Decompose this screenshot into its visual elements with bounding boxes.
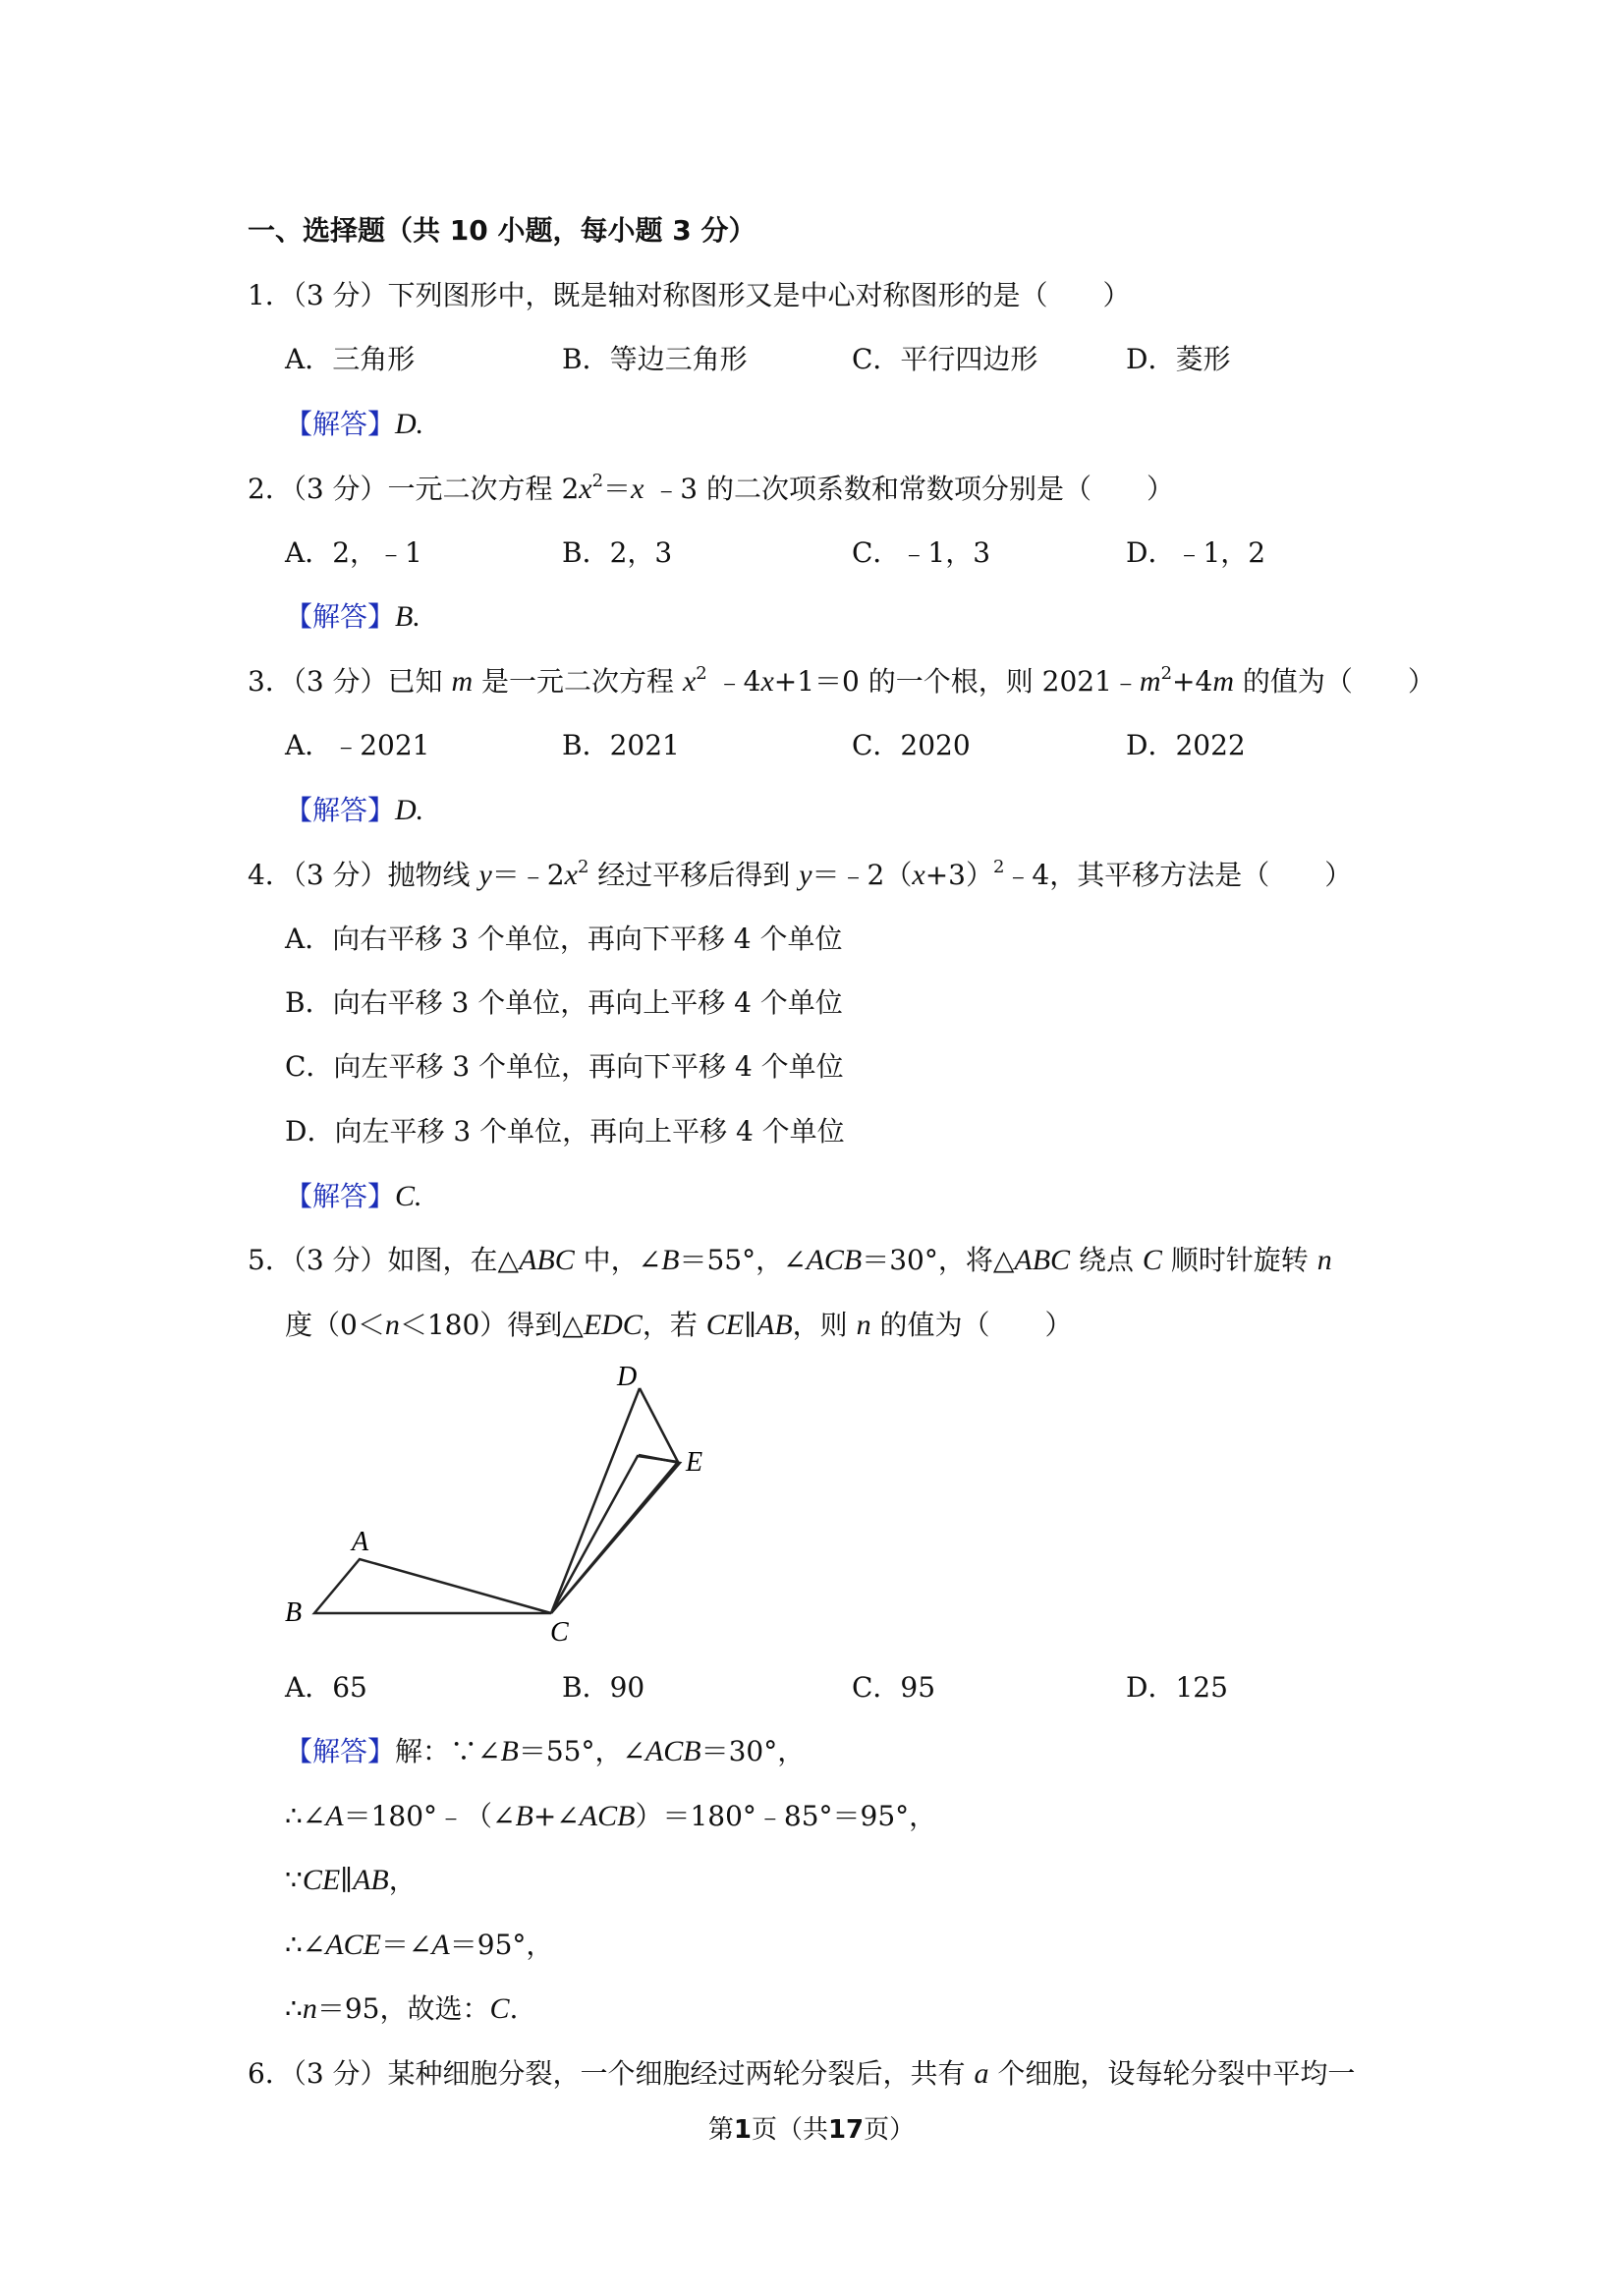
q5-sol-text: ∥ bbox=[340, 1864, 354, 1896]
q5-sol-text: ∴∠ bbox=[285, 1929, 326, 1961]
label-b: B bbox=[285, 1597, 303, 1628]
q3-score: （3 分） bbox=[292, 665, 388, 698]
segment-ec-edge bbox=[551, 1462, 678, 1613]
q5-solution-line4 bbox=[285, 1926, 553, 1965]
q3-option-a: A．﹣2021 bbox=[285, 729, 430, 761]
q5-stem-part: 顺时针旋转 bbox=[1161, 1244, 1317, 1276]
q5-solution-line1 bbox=[285, 1732, 805, 1771]
q5-triangle-edc: EDC bbox=[583, 1309, 643, 1341]
q5-stem-part: 中，∠ bbox=[574, 1244, 662, 1276]
q3-number: 3． bbox=[248, 665, 293, 698]
q5-sol-text: ， bbox=[388, 1864, 417, 1896]
segment-de-edge bbox=[640, 1388, 678, 1462]
footer-text: 第 bbox=[707, 2115, 734, 2145]
q5-sol-var: n bbox=[302, 1992, 317, 2025]
q3-var-m-2: m bbox=[1139, 665, 1161, 698]
question-5-line2 bbox=[285, 1306, 1072, 1345]
q2-option-c: C．﹣1，3 bbox=[852, 536, 991, 569]
label-e: E bbox=[686, 1447, 703, 1478]
q4-stem-part: +3） bbox=[924, 859, 993, 891]
q4-option-c: C．向左平移 3 个单位，再向下平移 4 个单位 bbox=[285, 1050, 844, 1083]
q5-sol-var: ACB bbox=[644, 1735, 701, 1767]
q5-number: 5． bbox=[248, 1244, 293, 1276]
label-c: C bbox=[550, 1617, 569, 1648]
q5-option-c: C．95 bbox=[852, 1671, 936, 1704]
q3-stem-end: 的值为（ ） bbox=[1234, 665, 1435, 698]
q4-stem-part: ＝﹣2 bbox=[491, 859, 565, 891]
q2-var-x: x bbox=[579, 473, 592, 505]
q5-sol-var: AB bbox=[353, 1864, 389, 1896]
q3-stem-part: +1＝0 的一个根，则 2021﹣ bbox=[773, 665, 1140, 698]
label-d: D bbox=[617, 1362, 638, 1392]
q2-stem-end: ﹣3 的二次项系数和常数项分别是（ ） bbox=[644, 473, 1175, 505]
q2-equals: ＝ bbox=[603, 473, 632, 505]
q5-sol-var: ACE bbox=[325, 1929, 381, 1961]
q2-option-b: B．2，3 bbox=[562, 536, 673, 569]
q3-stem-part: 已知 bbox=[387, 665, 452, 698]
q5-segment-ab: AB bbox=[756, 1309, 793, 1341]
q4-score: （3 分） bbox=[292, 859, 388, 891]
q5-sol-text: ＝95°， bbox=[449, 1929, 554, 1961]
question-2 bbox=[248, 470, 1174, 509]
q5-stem-part: ，则 bbox=[792, 1309, 857, 1341]
q5-sol-var: C bbox=[489, 1992, 510, 2025]
q4-var-x: x bbox=[564, 859, 578, 891]
q5-sol-text: . bbox=[509, 1992, 519, 2025]
q2-option-d: D．﹣1，2 bbox=[1126, 536, 1266, 569]
q5-var-n-2: n bbox=[384, 1309, 400, 1341]
q3-stem-part: +4 bbox=[1172, 665, 1213, 698]
q5-sol-text: 解：∵∠ bbox=[395, 1735, 501, 1767]
q5-option-a: A．65 bbox=[285, 1671, 367, 1704]
q3-var-x-2: x bbox=[760, 665, 774, 698]
q5-var-c: C bbox=[1142, 1244, 1162, 1276]
q4-exponent-2: 2 bbox=[992, 856, 1005, 877]
q2-score: （3 分） bbox=[292, 473, 388, 505]
q3-exponent: 2 bbox=[696, 662, 707, 684]
segment-cd-edge bbox=[551, 1388, 640, 1613]
q5-angle-acb: ACB bbox=[806, 1244, 863, 1276]
q1-number: 1． bbox=[248, 279, 293, 311]
q5-geometry-figure bbox=[265, 1356, 737, 1651]
q5-sol-text: ）＝180°﹣85°＝95°， bbox=[635, 1800, 937, 1832]
q2-var-x-2: x bbox=[631, 473, 644, 505]
footer-text: 页（共 bbox=[751, 2115, 828, 2145]
q2-option-a: A．2，﹣1 bbox=[285, 536, 422, 569]
q4-stem-part: 抛物线 bbox=[387, 859, 479, 891]
q5-solution-line3 bbox=[285, 1861, 417, 1900]
q5-sol-text: ∴∠ bbox=[285, 1800, 326, 1832]
page-footer bbox=[0, 2112, 1623, 2148]
question-6 bbox=[248, 2054, 1355, 2094]
q5-sol-var: A bbox=[431, 1929, 450, 1961]
q4-number: 4． bbox=[248, 859, 293, 891]
q3-answer-value: D. bbox=[395, 794, 424, 826]
q4-answer bbox=[285, 1177, 422, 1216]
question-5 bbox=[248, 1241, 1332, 1280]
q4-exponent: 2 bbox=[577, 856, 589, 877]
q5-segment-ce: CE bbox=[705, 1309, 745, 1341]
q4-stem-part: 经过平移后得到 bbox=[588, 859, 800, 891]
q5-sol-text: ＝30°， bbox=[700, 1735, 806, 1767]
q5-var-n: n bbox=[1316, 1244, 1332, 1276]
q4-var-x-2: x bbox=[912, 859, 925, 891]
q6-stem-part: 某种细胞分裂，一个细胞经过两轮分裂后，共有 bbox=[387, 2057, 975, 2090]
q3-exponent-2: 2 bbox=[1160, 662, 1173, 684]
q4-answer-label: 【解答】 bbox=[285, 1180, 396, 1212]
page-number: 1 bbox=[733, 2115, 752, 2145]
total-pages: 17 bbox=[827, 2115, 865, 2145]
q1-option-d: D．菱形 bbox=[1126, 343, 1231, 375]
q1-option-a: A．三角形 bbox=[285, 343, 416, 375]
section-title: 一、选择题（共 10 小题，每小题 3 分） bbox=[248, 214, 756, 247]
q4-stem-end: ﹣4，其平移方法是（ ） bbox=[1004, 859, 1353, 891]
q5-stem-part: ，若 bbox=[642, 1309, 706, 1341]
footer-text: 页） bbox=[864, 2115, 916, 2145]
q5-triangle-abc-2: ABC bbox=[1014, 1244, 1071, 1276]
q1-score: （3 分） bbox=[292, 279, 388, 311]
q3-option-b: B．2021 bbox=[562, 729, 680, 761]
q5-var-n-3: n bbox=[856, 1309, 871, 1341]
q5-sol-var: B bbox=[500, 1735, 519, 1767]
q4-option-b: B．向右平移 3 个单位，再向上平移 4 个单位 bbox=[285, 986, 843, 1019]
q2-stem-part: 一元二次方程 2 bbox=[387, 473, 580, 505]
q5-var-b: B bbox=[661, 1244, 680, 1276]
q5-stem-part: 绕点 bbox=[1070, 1244, 1143, 1276]
q6-stem-end: 个细胞，设每轮分裂中平均一 bbox=[988, 2057, 1356, 2090]
q3-var-x: x bbox=[682, 665, 697, 698]
q4-stem-part: ＝﹣2（ bbox=[812, 859, 913, 891]
q3-var-m: m bbox=[451, 665, 474, 698]
q4-var-y: y bbox=[478, 859, 492, 891]
q2-exponent: 2 bbox=[591, 470, 604, 491]
q3-answer-label: 【解答】 bbox=[285, 794, 396, 826]
q5-sol-text: ＝180°﹣（∠ bbox=[343, 1800, 516, 1832]
q1-answer bbox=[285, 405, 423, 444]
q5-sol-var: ACB bbox=[579, 1800, 636, 1832]
q5-sol-text: ∵ bbox=[285, 1864, 303, 1896]
q4-option-a: A．向右平移 3 个单位，再向下平移 4 个单位 bbox=[285, 923, 843, 955]
triangle-abc bbox=[314, 1559, 551, 1613]
q5-answer-label: 【解答】 bbox=[285, 1735, 396, 1767]
q5-sol-text: +∠ bbox=[532, 1800, 580, 1832]
q5-stem-part: 度（0＜ bbox=[285, 1309, 385, 1341]
q1-answer-value: D. bbox=[395, 408, 424, 440]
q5-stem-part: ＝55°，∠ bbox=[679, 1244, 807, 1276]
q5-sol-text: ＝55°，∠ bbox=[518, 1735, 645, 1767]
q2-answer-value: B. bbox=[395, 600, 420, 633]
q4-answer-value: C. bbox=[395, 1180, 422, 1212]
q5-stem-part: ＝30°，将△ bbox=[862, 1244, 1015, 1276]
q5-sol-var: CE bbox=[302, 1864, 341, 1896]
q3-var-m-3: m bbox=[1212, 665, 1234, 698]
q3-stem-part: 是一元二次方程 bbox=[473, 665, 683, 698]
q5-stem-part: 如图，在△ bbox=[387, 1244, 520, 1276]
q3-option-c: C．2020 bbox=[852, 729, 971, 761]
q3-option-d: D．2022 bbox=[1126, 729, 1246, 761]
question-4 bbox=[248, 856, 1352, 895]
label-a: A bbox=[352, 1527, 369, 1557]
q5-stem-part: ＜180）得到△ bbox=[399, 1309, 584, 1341]
q3-stem-part: ﹣4 bbox=[706, 665, 761, 698]
question-1 bbox=[248, 276, 1131, 315]
question-3 bbox=[248, 662, 1435, 701]
q6-number: 6． bbox=[248, 2057, 293, 2090]
q1-stem: 下列图形中，既是轴对称图形又是中心对称图形的是（ ） bbox=[387, 279, 1131, 311]
q1-option-b: B．等边三角形 bbox=[562, 343, 748, 375]
q5-solution-line2 bbox=[285, 1797, 936, 1836]
q5-triangle-abc: ABC bbox=[519, 1244, 575, 1276]
q5-sol-var: A bbox=[325, 1800, 344, 1832]
q5-parallel: ∥ bbox=[744, 1309, 756, 1341]
q2-number: 2． bbox=[248, 473, 293, 505]
q4-option-d: D．向左平移 3 个单位，再向上平移 4 个单位 bbox=[285, 1115, 845, 1148]
q5-option-d: D．125 bbox=[1126, 1671, 1228, 1704]
q5-sol-text: ∴ bbox=[285, 1992, 303, 2025]
q5-sol-var: B bbox=[515, 1800, 533, 1832]
q5-sol-text: ＝95，故选： bbox=[316, 1992, 490, 2025]
q4-var-y-2: y bbox=[799, 859, 812, 891]
q1-answer-label: 【解答】 bbox=[285, 408, 396, 440]
q1-option-c: C．平行四边形 bbox=[852, 343, 1038, 375]
q6-var-a: a bbox=[974, 2057, 989, 2090]
q5-score: （3 分） bbox=[292, 1244, 388, 1276]
q2-answer-label: 【解答】 bbox=[285, 600, 396, 633]
q2-answer bbox=[285, 597, 420, 637]
q6-score: （3 分） bbox=[292, 2057, 388, 2090]
q5-solution-line5 bbox=[285, 1989, 518, 2029]
q5-option-b: B．90 bbox=[562, 1671, 645, 1704]
q5-sol-text: ＝∠ bbox=[380, 1929, 432, 1961]
q5-stem-end: 的值为（ ） bbox=[870, 1309, 1073, 1341]
q3-answer bbox=[285, 791, 423, 830]
